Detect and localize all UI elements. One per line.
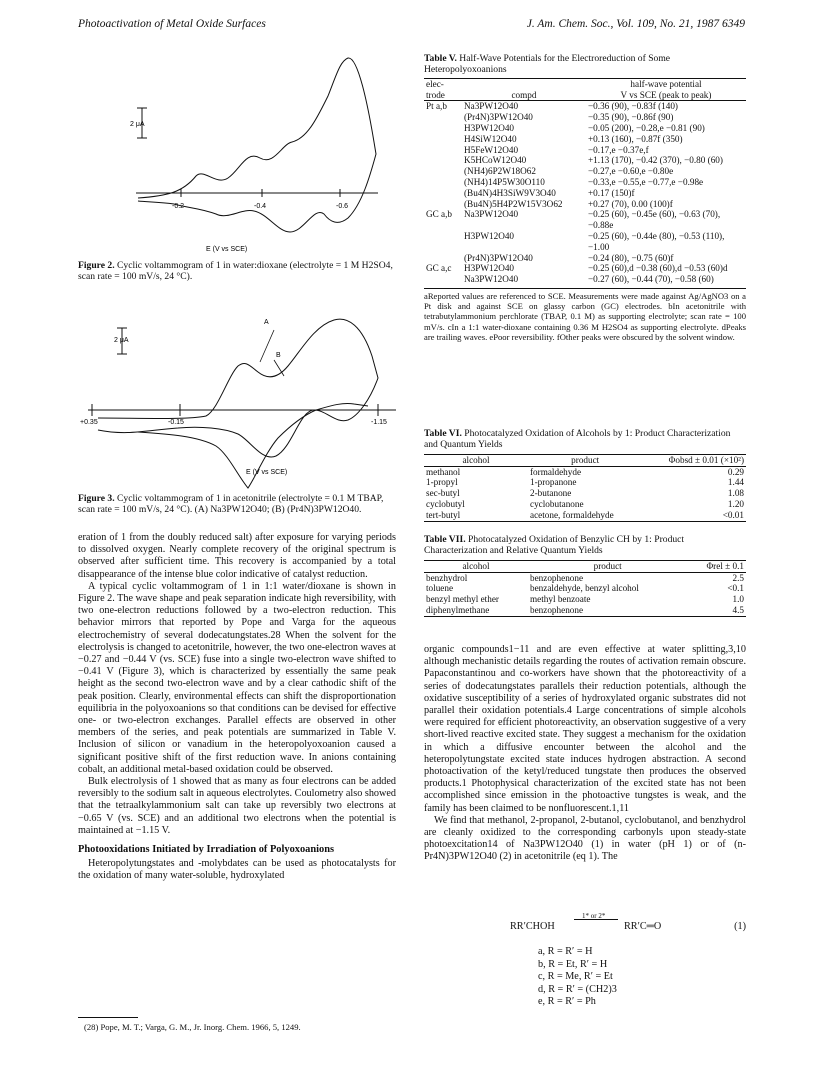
figure-3-curve-a: [98, 319, 378, 457]
table-v-cell-potential: −0.33,e −0.55,e −0.77,e −0.98e: [588, 176, 704, 187]
table-vii-cell-product: methyl benzoate: [530, 594, 591, 605]
table-v-cell-potential: +0.13 (160), −0.87f (350): [588, 133, 683, 144]
table-vi-cell-alcohol: tert-butyl: [426, 509, 461, 520]
table-v-cell-electrode: GC a,b: [426, 209, 453, 220]
table-v-col1-header-2: trode: [426, 89, 445, 100]
figure-3-caption-label: Figure 3.: [78, 493, 115, 504]
table-v-cell-compound: (NH4)14P5W30O110: [464, 176, 545, 187]
table-vi-row: [424, 510, 746, 521]
table-vi-cell-alcohol: cyclobutyl: [426, 499, 465, 509]
figure-3-caption: [78, 493, 396, 516]
table-vii-cell-alcohol: diphenylmethane: [426, 605, 490, 615]
paragraph: Heteropolytungstates and -molybdates can be used as photocatalysts for the oxidation of many water-soluble, hydroxylated: [78, 858, 396, 882]
table-vi-cell-alcohol: methanol: [426, 466, 461, 477]
table-vii-cell-product: benzaldehyde, benzyl alcohol: [530, 583, 639, 594]
figure-2-caption: [78, 260, 396, 283]
table-v-cell-electrode: [424, 166, 462, 177]
table-vii-col2-header: product: [593, 560, 622, 571]
table-v-cell-electrode: [424, 134, 462, 145]
table-vi-cell-product: acetone, formaldehyde: [530, 509, 614, 520]
table-v-row: [424, 145, 746, 156]
figure-2-caption-label: Figure 2.: [78, 260, 115, 271]
table-v-row: [424, 101, 746, 112]
table-vi-cell-value: 1.20: [727, 499, 744, 509]
table-vii-cell-value: 1.0: [732, 594, 744, 605]
table-vii-cell-value: 2.5: [732, 572, 744, 583]
right-column-body: [424, 644, 746, 864]
table-vii-row: [424, 605, 746, 616]
table-vii: [424, 534, 746, 617]
section-title: Photooxidations Initiated by Irradiation of Polyoxoanions: [78, 844, 335, 856]
equation-number: (1): [734, 921, 746, 932]
table-vi-col2-header: product: [571, 454, 600, 465]
figure-2-tick: -0.6: [336, 203, 349, 210]
table-v-cell-potential: +0.17 (150)f: [588, 187, 635, 198]
figure-3-tick-mid: -0.15: [168, 419, 184, 426]
table-v-footnote: aReported values are referenced to SCE. Measurements were made against Ag/AgNO3 on a Pt disk and against SCE on glassy carbon (GC) electrodes. bIn acetonitrile with tetrabutylammonium perchlorate (TBAP, 0.1 M) as supporting electrolyte; scan rate = 100 mV/s. cIn a 1:1 water-dioxane containing 0.36 M H2SO4 as supporting electrolyte. dPeaks are trailing waves. ePoor reversibility. fOther peaks were obscured by the solvent window.: [424, 288, 746, 342]
table-vi-col3-header: Φobsd ± 0.01 (×10²): [668, 454, 744, 465]
table-v-row: [424, 263, 746, 274]
table-v-cell-electrode: [424, 274, 462, 285]
substituent-item: a, R = R′ = H: [538, 946, 593, 957]
table-v-cell-potential: −0.17,e −0.37e,f: [588, 144, 649, 155]
table-v-row: [424, 274, 746, 285]
table-vi-cell-alcohol: 1-propyl: [426, 477, 458, 488]
table-v-cell-potential: −0.25 (60), −0.45e (60), −0.63 (70), −0.88e: [588, 209, 721, 231]
equation-arrow-label: 1* or 2*: [582, 912, 606, 920]
table-v-row: [424, 123, 746, 134]
substituent-item: e, R = R′ = Ph: [538, 996, 596, 1008]
figure-2-tick: -0.2: [172, 203, 185, 210]
table-v-row: [424, 177, 746, 188]
table-vi-cell-product: cyclobutanone: [530, 499, 584, 509]
figure-2-scale-label: 2 μA: [130, 121, 145, 128]
table-v-cell-compound: (Pr4N)3PW12O40: [464, 252, 533, 263]
figure-2: [78, 46, 396, 254]
equation-1: [424, 912, 746, 937]
table-vi-col1-header: alcohol: [462, 454, 490, 465]
footnote-28: (28) Pope, M. T.; Varga, G. M., Jr. Inorg. Chem. 1966, 5, 1249.: [84, 1022, 301, 1032]
figure-3-voltammogram: [78, 306, 398, 492]
left-column-body: [78, 532, 396, 883]
table-vi-grid: [424, 454, 746, 522]
table-v-cell-electrode: [424, 112, 462, 123]
table-vii-title: Photocatalyzed Oxidation of Benzylic CH by 1: Product Characterization and Relative Quantum Yields: [424, 534, 685, 557]
table-v-cell-compound: (Pr4N)3PW12O40: [464, 112, 533, 123]
figure-2-caption-text: Cyclic voltammogram of 1 in water:dioxane (electrolyte = 1 M H2SO4, scan rate = 100 mV/s, 24 °C).: [78, 260, 393, 283]
table-v-cell-potential: −0.05 (200), −0.28,e −0.81 (90): [588, 123, 705, 133]
table-v-cell-electrode: [424, 253, 462, 264]
table-v-cell-electrode: Pt a,b: [426, 101, 447, 112]
table-vii-cell-value: 4.5: [732, 605, 744, 615]
table-vii-row: [424, 572, 746, 583]
table-v-cell-compound: K5HCoW12O40: [464, 155, 527, 166]
table-v-col1-header: elec-: [426, 78, 444, 89]
table-v-cell-electrode: [424, 177, 462, 188]
table-v-cell-electrode: [424, 155, 462, 166]
table-v-cell-potential: −0.27,e −0.60,e −0.80e: [588, 166, 674, 177]
table-vii-cell-product: benzophenone: [530, 605, 584, 615]
table-v-cell-potential: +0.27 (70), 0.00 (100)f: [588, 198, 673, 209]
table-vii-col3-header: Φrel ± 0.1: [706, 560, 744, 571]
table-vi-cell-value: 0.29: [727, 466, 744, 477]
table-vi-cell-product: formaldehyde: [530, 466, 582, 477]
table-vi-row: [424, 488, 746, 499]
table-v-row: [424, 134, 746, 145]
table-vi-cell-product: 2-butanone: [530, 488, 572, 499]
table-vi-row: [424, 499, 746, 510]
table-vii-row: [424, 583, 746, 594]
table-vi-cell-value: 1.08: [727, 488, 744, 499]
table-v-row: [424, 166, 746, 177]
equation-arrow: [574, 919, 618, 920]
table-v-cell-potential: −0.35 (90), −0.86f (90): [588, 112, 674, 123]
table-vii-col1-header: alcohol: [462, 560, 490, 571]
table-v-cell-electrode: [424, 188, 462, 199]
table-vi-cell-alcohol: sec-butyl: [426, 488, 460, 499]
substituent-item: b, R = Et, R′ = H: [538, 958, 608, 970]
table-v-row: [424, 188, 746, 199]
table-v-cell-potential: −0.24 (80), −0.75 (60)f: [588, 252, 674, 263]
paragraph: A typical cyclic voltammogram of 1 in 1:1 water/dioxane is shown in Figure 2. The wave shape and peak separation indicate high reversibility, with two one-electron reductions followed by a two-electron reduction. This behavior mirrors that reported by Pope and Varga for the aqueous electrochemistry of several dodecatungstates.28 When the solvent for the electrolysis is changed to acetonitrile, however, the two one-electron waves at −0.27 and −0.44 V (vs. SCE) fuse into a single two-electron wave shifted to −0.41 V (Figure 3), which is characterized by essentially the same peak height as the second two-electron wave and by a clear cathodic shift of the peak position. Clearly, environmental effects can shift the disproportionation equilibria in the polyoxoanions so that conditions can be devised for effective one- or two-electron exchanges. Parallel effects are observed in other members of the series, and peak potentials are summarized in Table V. Inclusion of silicon or vanadium in the heteropolyoxoanion caused a significant positive shift of the first reduction wave. In anions containing cobalt, an additional metal-based oxidation could be observed.: [78, 580, 396, 775]
table-vi-title: Photocatalyzed Oxidation of Alcohols by 1: Product Characterization and Quantum Yields: [424, 428, 731, 451]
table-v-row: [424, 209, 746, 231]
figure-3-scale-label: 2 μA: [114, 337, 129, 344]
table-v-row: [424, 155, 746, 166]
substituent-item: d, R = R′ = (CH2)3: [538, 983, 617, 995]
equation-product: RR′C═O: [624, 921, 662, 932]
figure-3-tick-left: +0.35: [80, 419, 98, 426]
table-v-cell-compound: H3PW12O40: [464, 263, 515, 274]
table-v-cell-potential: −0.25 (60),d −0.38 (60),d −0.53 (60)d: [588, 263, 728, 274]
table-v-cell-potential: −0.27 (60), −0.44 (70), −0.58 (60): [588, 274, 714, 285]
paragraph: We find that methanol, 2-propanol, 2-butanol, cyclobutanol, and benzhydrol are cleanly oxidized to the corresponding carbonyls upon steady-state photoexcitation14 of Na3PW12O40 (1) in water (pH 1) or of (n-Pr4N)3PW12O40 (2) in acetonitrile (eq 1). The: [424, 814, 746, 863]
table-v-cell-compound: H4SiW12O40: [464, 133, 517, 144]
table-v-cell-compound: Na3PW12O40: [464, 101, 519, 112]
table-vii-cell-alcohol: benzyl methyl ether: [426, 594, 499, 605]
table-vii-row: [424, 594, 746, 605]
table-v-cell-compound: Na3PW12O40: [464, 274, 519, 285]
table-v-cell-compound: (Bu4N)4H3SiW9V3O40: [464, 187, 556, 198]
equation-reactant: RR′CHOH: [510, 921, 555, 932]
table-vi-cell-product: 1-propanone: [530, 477, 577, 488]
table-v-cell-potential: +1.13 (170), −0.42 (370), −0.80 (60): [588, 155, 723, 166]
paragraph: organic compounds1−11 and are even effective at water splitting,3,10 although mechanistic details regarding the routes of activation remain obscure. Papaconstantinou and co-workers have shown that the photoreactivity of a series of dodecatungstates parallels their reduction potentials, although the oxidative susceptibility of a series of hydroxylated organic substrates did not parallel their oxidation potentials.4 Large concentrations of simple alcohols were required for efficient photoreactivity, an observation suggestive of a very short-lived reactive excited state. They suggest a mechanism for the oxidation in which a diffusive encounter between the alcohol and the heteropolytungstate excited state induces hydrogen abstraction. A second photoactivation of the ketyl/reduced tungstate then produces the observed products.1 Photophysical characterization of the excited state has not been accomplished since emission in the photoactive tungstes is weak, and the family has been claimed to be nonfluorescent.1,11: [424, 644, 746, 814]
table-v-cell-electrode: [424, 231, 462, 253]
table-v-col3-header: half-wave potential: [630, 78, 702, 89]
table-v: [424, 53, 746, 342]
table-vii-label: Table VII.: [424, 534, 466, 545]
table-vii-cell-value: <0.1: [727, 583, 744, 594]
table-v-label: Table V.: [424, 53, 457, 64]
table-v-row: [424, 199, 746, 210]
table-vii-cell-product: benzophenone: [530, 572, 584, 583]
table-v-cell-compound: (NH4)6P2W18O62: [464, 166, 536, 177]
running-header-title: Photoactivation of Metal Oxide Surfaces: [78, 18, 266, 30]
table-v-title: Half-Wave Potentials for the Electroreduction of Some Heteropolyoxoanions: [424, 53, 671, 76]
table-v-col3-header-2: V vs SCE (peak to peak): [620, 89, 712, 100]
table-v-cell-electrode: [424, 123, 462, 134]
table-v-cell-electrode: [424, 199, 462, 210]
table-v-cell-compound: H5FeW12O40: [464, 144, 519, 155]
figure-2-xlabel: E (V vs SCE): [206, 246, 248, 253]
table-v-row: [424, 231, 746, 253]
table-vi-label: Table VI.: [424, 428, 462, 439]
table-vii-cell-alcohol: toluene: [426, 583, 454, 594]
figure-3-label-a: A: [264, 319, 269, 326]
table-v-col2-header: compd: [511, 89, 537, 100]
substituent-list: [538, 946, 617, 1009]
table-vi-row: [424, 477, 746, 488]
figure-3: [78, 306, 398, 492]
table-v-cell-potential: −0.25 (60), −0.44e (80), −0.53 (110), −1.00: [588, 230, 725, 252]
table-v-cell-compound: Na3PW12O40: [464, 209, 519, 220]
paragraph: eration of 1 from the doubly reduced salt) after exposure for varying periods to dissolved oxygen. Nearly complete recovery of the original spectrum is observed after sufficient time. This recovery is accompanied by a total disappearance of the intense blue color indicative of catalyst reduction.: [78, 532, 396, 580]
figure-2-tick: -0.4: [254, 203, 267, 210]
table-vii-grid: [424, 560, 746, 617]
table-v-cell-electrode: GC a,c: [426, 263, 452, 274]
figure-2-voltammogram: [78, 46, 396, 254]
footnote-rule: [78, 1017, 138, 1018]
table-v-grid: [424, 78, 746, 285]
table-v-cell-compound: H3PW12O40: [464, 123, 515, 133]
figure-3-tick-right: -1.15: [371, 419, 387, 426]
running-header-citation: J. Am. Chem. Soc., Vol. 109, No. 21, 1987 6349: [526, 18, 745, 30]
table-vi-cell-value: 1.44: [727, 477, 744, 488]
figure-3-label-b: B: [276, 352, 281, 359]
table-v-row: [424, 253, 746, 264]
substituent-item: c, R = Me, R′ = Et: [538, 971, 613, 983]
figure-3-caption-text: Cyclic voltammogram of 1 in acetonitrile (electrolyte = 0.1 M TBAP, scan rate = 100 mV/s, 24 °C). (A) Na3PW12O40; (B) (Pr4N)3PW12O40.: [78, 493, 384, 516]
table-v-cell-electrode: [424, 145, 462, 156]
table-vi-row: [424, 466, 746, 477]
table-v-row: [424, 112, 746, 123]
table-vi: [424, 428, 746, 522]
table-v-cell-compound: (Bu4N)5H4P2W15V3O62: [464, 198, 563, 209]
paragraph: Bulk electrolysis of 1 showed that as many as four electrons can be added reversibly to the sodium salt in aqueous electrolytes. Coulometry also showed that the tetraalkylammonium salt can take up reversibly two electrons at −0.65 V (vs. SCE) and an additional two electrons when the potential is maintained at −1.15 V.: [78, 776, 396, 836]
table-vi-cell-value: <0.01: [722, 509, 744, 520]
table-v-cell-potential: −0.36 (90), −0.83f (140): [588, 101, 678, 112]
table-vii-cell-alcohol: benzhydrol: [426, 572, 468, 583]
figure-3-xlabel: E (V vs SCE): [246, 469, 288, 476]
table-v-cell-compound: H3PW12O40: [464, 230, 515, 241]
